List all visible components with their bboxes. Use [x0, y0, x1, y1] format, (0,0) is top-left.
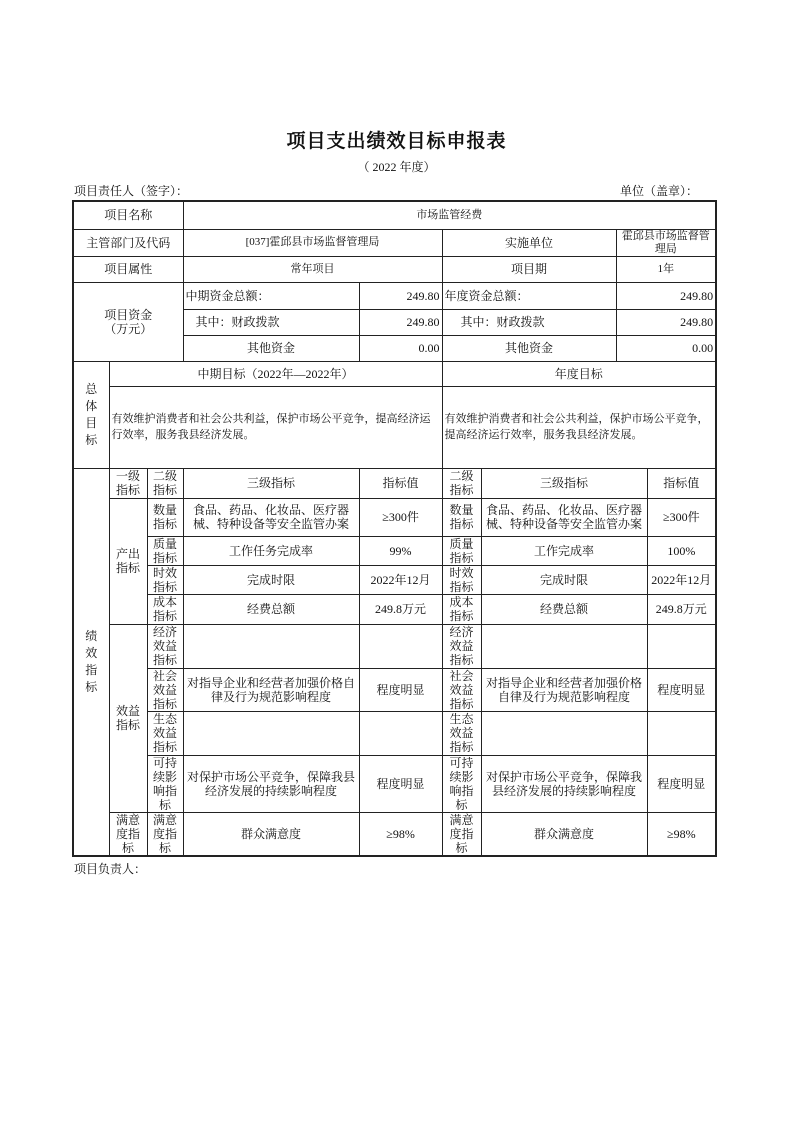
- level2-cell: 可持续影响指标: [442, 755, 481, 812]
- year-total-value: 249.80: [616, 282, 716, 309]
- mid-total-value: 249.80: [359, 282, 442, 309]
- year-fiscal-value: 249.80: [616, 309, 716, 335]
- level2-cell: 数量指标: [442, 498, 481, 536]
- responsible-sign-label: 项目责任人（签字）：: [74, 184, 189, 198]
- performance-table: [72, 200, 717, 857]
- dept-value: [037]霍邱县市场监督管理局: [183, 229, 442, 256]
- mid-other-label: 其他资金: [183, 335, 359, 361]
- level2-cell: 质量指标: [442, 536, 481, 565]
- level2-cell: 时效指标: [147, 565, 183, 594]
- attr-label: 项目属性: [73, 256, 183, 282]
- impl-label: 实施单位: [442, 229, 616, 256]
- period-label: 项目期: [442, 256, 616, 282]
- footer-responsible: 项目负责人：: [74, 862, 147, 876]
- level2-cell: 经济效益指标: [147, 624, 183, 668]
- table-row: [73, 668, 716, 711]
- year-other-value: 0.00: [616, 335, 716, 361]
- level3-cell: 对指导企业和经营者加强价格自律及行为规范影响程度: [481, 668, 647, 711]
- value-cell: 2022年12月: [359, 565, 442, 594]
- level3-cell: 工作任务完成率: [183, 536, 359, 565]
- header-value-year: 指标值: [647, 468, 716, 498]
- level2-cell: 经济效益指标: [442, 624, 481, 668]
- value-cell: 99%: [359, 536, 442, 565]
- value-cell: 程度明显: [647, 755, 716, 812]
- satis-label: 满意度指标: [109, 812, 147, 856]
- goals-label: 总体目标: [85, 381, 98, 447]
- level3-cell: 经费总额: [481, 594, 647, 624]
- level2-cell: 成本指标: [442, 594, 481, 624]
- unit-seal-label: 单位（盖章）：: [619, 184, 698, 198]
- value-cell: [647, 624, 716, 668]
- year-line: （ 2022 年度）: [357, 160, 436, 174]
- value-cell: ≥300件: [647, 498, 716, 536]
- table-row: [73, 565, 716, 594]
- level3-cell: [481, 624, 647, 668]
- value-cell: 程度明显: [359, 668, 442, 711]
- year-goal-text: 有效维护消费者和社会公共利益，保护市场公平竞争，提高经济运行效率，服务我县经济发展。: [442, 386, 716, 468]
- level3-cell: 对保护市场公平竞争，保障我县经济发展的持续影响程度: [481, 755, 647, 812]
- value-cell: 2022年12月: [647, 565, 716, 594]
- table-row: [73, 812, 716, 856]
- value-cell: 249.8万元: [359, 594, 442, 624]
- year-total-label: 年度资金总额：: [442, 282, 616, 309]
- year-other-label: 其他资金: [442, 335, 616, 361]
- mid-other-value: 0.00: [359, 335, 442, 361]
- name-value: 市场监管经费: [183, 201, 716, 229]
- mid-fiscal-value: 249.80: [359, 309, 442, 335]
- value-cell: 程度明显: [359, 755, 442, 812]
- level2-cell: 质量指标: [147, 536, 183, 565]
- level3-cell: [481, 711, 647, 755]
- level2-cell: 社会效益指标: [147, 668, 183, 711]
- mid-fiscal-label: 其中：财政拨款: [183, 309, 359, 335]
- level3-cell: 完成时限: [481, 565, 647, 594]
- header-level2-year: 二级指标: [442, 468, 481, 498]
- level2-cell: 满意度指标: [147, 812, 183, 856]
- header-level3-year: 三级指标: [481, 468, 647, 498]
- mid-goal-text: 有效维护消费者和社会公共利益，保护市场公平竞争，提高经济运行效率，服务我县经济发展。: [109, 386, 442, 468]
- level2-cell: 生态效益指标: [147, 711, 183, 755]
- table-row: [73, 711, 716, 755]
- level2-cell: 生态效益指标: [442, 711, 481, 755]
- mid-goal-header: 中期目标（2022年—2022年）: [109, 361, 442, 386]
- output-label: 产出指标: [109, 498, 147, 624]
- level2-cell: 数量指标: [147, 498, 183, 536]
- table-row: [73, 594, 716, 624]
- mid-total-label: 中期资金总额：: [183, 282, 359, 309]
- impl-value: 霍邱县市场监督管理局: [616, 229, 716, 256]
- level3-cell: 工作完成率: [481, 536, 647, 565]
- year-goal-header: 年度目标: [442, 361, 716, 386]
- table-row: [73, 536, 716, 565]
- level2-cell: 可持续影响指标: [147, 755, 183, 812]
- level3-cell: 食品、药品、化妆品、医疗器械、特种设备等安全监管办案: [481, 498, 647, 536]
- year-fiscal-label: 其中：财政拨款: [442, 309, 616, 335]
- value-cell: 249.8万元: [647, 594, 716, 624]
- table-row: [73, 755, 716, 812]
- level3-cell: 群众满意度: [481, 812, 647, 856]
- level3-cell: 对指导企业和经营者加强价格自律及行为规范影响程度: [183, 668, 359, 711]
- name-label: 项目名称: [73, 201, 183, 229]
- level2-cell: 时效指标: [442, 565, 481, 594]
- level3-cell: [183, 711, 359, 755]
- value-cell: ≥98%: [359, 812, 442, 856]
- level3-cell: [183, 624, 359, 668]
- level3-cell: 对保护市场公平竞争，保障我县经济发展的持续影响程度: [183, 755, 359, 812]
- level3-cell: 经费总额: [183, 594, 359, 624]
- period-value: 1年: [616, 256, 716, 282]
- level3-cell: 群众满意度: [183, 812, 359, 856]
- page-title: 项目支出绩效目标申报表: [286, 131, 507, 152]
- indicators-label: 绩效指标: [85, 628, 98, 694]
- value-cell: [647, 711, 716, 755]
- level2-cell: 社会效益指标: [442, 668, 481, 711]
- table-row: [73, 624, 716, 668]
- value-cell: [359, 711, 442, 755]
- level2-cell: 满意度指标: [442, 812, 481, 856]
- funds-label: 项目资金（万元）: [73, 282, 183, 361]
- table-row: [73, 498, 716, 536]
- value-cell: [359, 624, 442, 668]
- level3-cell: 完成时限: [183, 565, 359, 594]
- level2-cell: 成本指标: [147, 594, 183, 624]
- value-cell: 100%: [647, 536, 716, 565]
- level3-cell: 食品、药品、化妆品、医疗器械、特种设备等安全监管办案: [183, 498, 359, 536]
- header-value: 指标值: [359, 468, 442, 498]
- header-level3: 三级指标: [183, 468, 359, 498]
- value-cell: ≥300件: [359, 498, 442, 536]
- header-level1: 一级指标: [109, 468, 147, 498]
- attr-value: 常年项目: [183, 256, 442, 282]
- dept-label: 主管部门及代码: [73, 229, 183, 256]
- value-cell: 程度明显: [647, 668, 716, 711]
- header-level2: 二级指标: [147, 468, 183, 498]
- value-cell: ≥98%: [647, 812, 716, 856]
- benefit-label: 效益指标: [109, 624, 147, 812]
